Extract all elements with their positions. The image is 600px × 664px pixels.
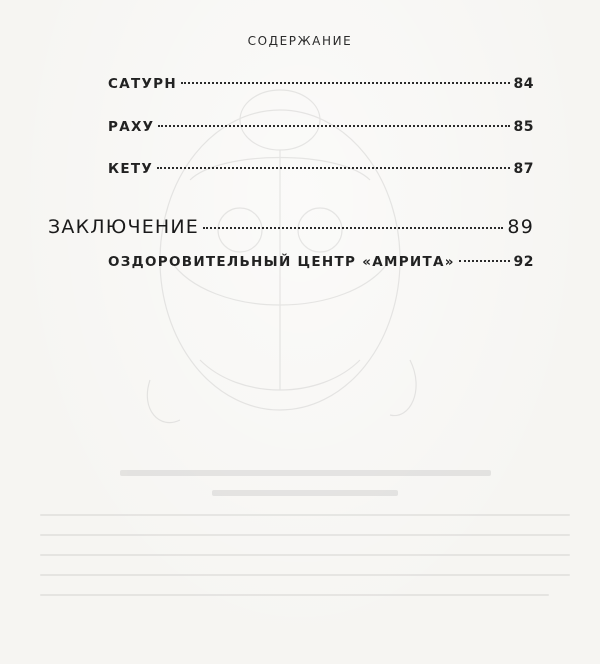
toc-page-number: 92 — [513, 254, 534, 270]
toc-leader-dots — [157, 167, 509, 169]
toc-entry-label: САТУРН — [108, 76, 177, 92]
running-head-title: СОДЕРЖАНИЕ — [247, 34, 353, 48]
toc-entry-label: ОЗДОРОВИТЕЛЬНЫЙ ЦЕНТР «АМРИТА» — [108, 254, 455, 270]
toc-entry-label: ЗАКЛЮЧЕНИЕ — [48, 216, 200, 238]
toc-entry-amrita-center[interactable] — [108, 254, 534, 270]
toc-page-number: 85 — [513, 119, 534, 135]
toc-entry-ketu[interactable] — [108, 161, 534, 177]
toc-entry-conclusion[interactable] — [48, 216, 534, 238]
bleed-through-text — [40, 470, 570, 614]
bleed-through-illustration — [130, 60, 430, 440]
toc-entry-label: РАХУ — [108, 119, 155, 135]
toc-entry-rahu[interactable] — [108, 119, 534, 135]
toc-page-number: 84 — [513, 76, 534, 92]
toc-leader-dots — [459, 260, 510, 262]
toc-page-number: 89 — [507, 216, 534, 238]
toc-leader-dots — [181, 82, 510, 84]
toc-entry-saturn[interactable] — [108, 76, 534, 92]
toc-leader-dots — [158, 125, 509, 127]
toc-page-number: 87 — [513, 161, 534, 177]
toc-entry-label: КЕТУ — [108, 161, 154, 177]
toc-leader-dots — [203, 227, 503, 229]
